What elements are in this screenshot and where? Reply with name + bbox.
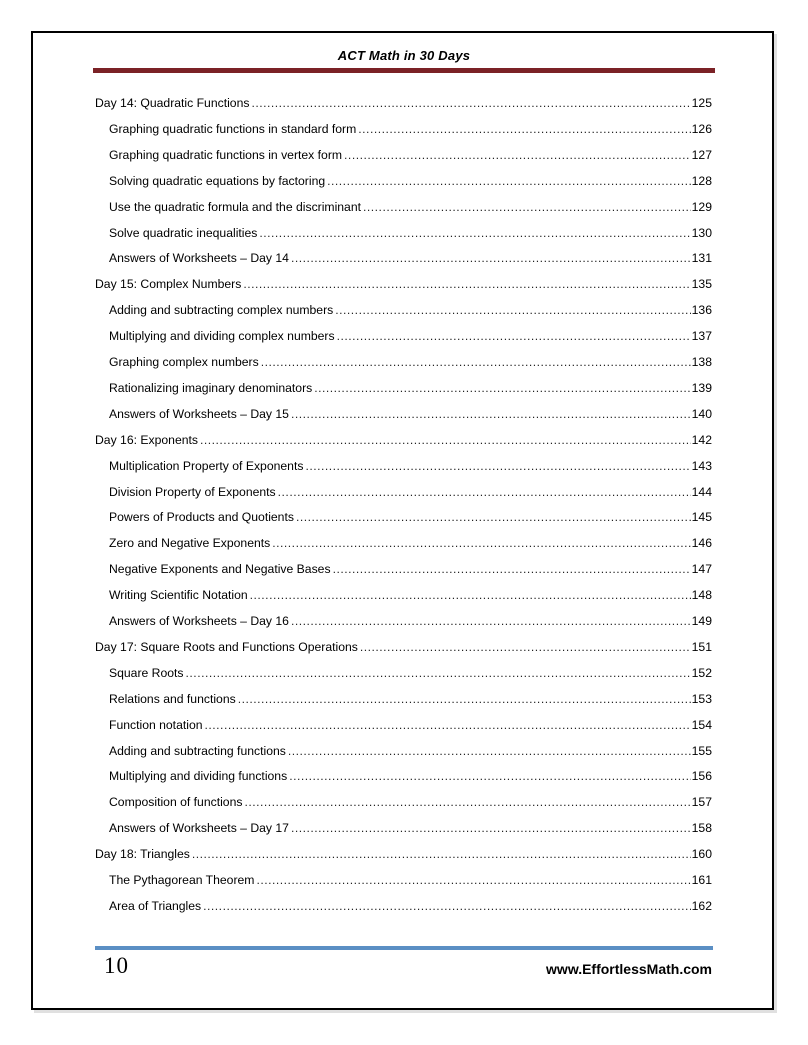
toc-entry-title: Answers of Worksheets – Day 17 — [109, 821, 289, 836]
toc-entry-title: Area of Triangles — [109, 898, 202, 913]
toc-entry-title: Function notation — [109, 717, 203, 732]
toc-entry-title: Writing Scientific Notation — [109, 588, 248, 603]
toc-chapter-entry[interactable] — [95, 271, 712, 291]
toc-entry-title: Use the quadratic formula and the discriminant — [109, 199, 362, 214]
dot-leader — [186, 666, 691, 680]
toc-entry-title: Multiplying and dividing functions — [109, 769, 288, 784]
toc-entry-title: Adding and subtracting functions — [109, 743, 286, 758]
dot-leader — [305, 459, 690, 473]
toc-entry-page-number: 156 — [691, 769, 712, 784]
toc-entry-page-number: 127 — [691, 147, 712, 162]
toc-entry-page-number: 147 — [691, 562, 712, 577]
toc-section-entry[interactable] — [109, 712, 712, 732]
page-number: 10 — [104, 953, 129, 978]
toc-entry-page-number: 157 — [691, 795, 712, 810]
dot-leader — [291, 251, 691, 265]
toc-section-entry[interactable] — [109, 582, 712, 602]
toc-section-entry[interactable] — [109, 660, 712, 680]
toc-section-entry[interactable] — [109, 401, 712, 421]
dot-leader — [288, 744, 691, 758]
dot-leader — [291, 407, 691, 421]
toc-entry-page-number: 154 — [691, 717, 712, 732]
toc-entry-page-number: 130 — [691, 225, 712, 240]
toc-entry-title: Day 18: Triangles — [95, 847, 190, 862]
toc-entry-page-number: 125 — [691, 96, 712, 110]
toc-entry-page-number: 145 — [691, 510, 712, 525]
toc-entry-title: Rationalizing imaginary denominators — [109, 380, 313, 395]
toc-entry-page-number: 131 — [691, 251, 712, 266]
dot-leader — [192, 847, 691, 861]
toc-entry-page-number: 142 — [691, 432, 712, 447]
toc-entry-page-number: 135 — [691, 277, 712, 292]
toc-entry-page-number: 158 — [691, 821, 712, 836]
toc-entry-title: Division Property of Exponents — [109, 484, 276, 499]
toc-section-entry[interactable] — [109, 349, 712, 369]
toc-entry-page-number: 144 — [691, 484, 712, 499]
dot-leader — [259, 226, 690, 240]
toc-section-entry[interactable] — [109, 686, 712, 706]
toc-entry-title: Relations and functions — [109, 691, 236, 706]
dot-leader — [327, 174, 691, 188]
toc-entry-page-number: 151 — [691, 639, 712, 654]
dot-leader — [251, 96, 690, 110]
toc-entry-title: Day 17: Square Roots and Functions Operations — [95, 639, 358, 654]
toc-entry-page-number: 138 — [691, 355, 712, 369]
dot-leader — [272, 536, 690, 550]
toc-entry-title: Zero and Negative Exponents — [109, 536, 271, 551]
toc-chapter-entry[interactable] — [95, 427, 712, 447]
toc-entry-page-number: 153 — [691, 691, 712, 706]
toc-entry-page-number: 128 — [691, 173, 712, 188]
toc-entry-title: Powers of Products and Quotients — [109, 510, 294, 525]
toc-entry-title: Answers of Worksheets – Day 16 — [109, 614, 289, 628]
dot-leader — [289, 769, 690, 783]
toc-entry-page-number: 129 — [691, 199, 712, 214]
toc-chapter-entry[interactable] — [95, 634, 712, 654]
dot-leader — [244, 795, 690, 809]
toc-entry-title: Negative Exponents and Negative Bases — [109, 562, 331, 577]
toc-section-entry[interactable] — [109, 530, 712, 550]
toc-entry-title: Graphing complex numbers — [109, 355, 259, 369]
toc-section-entry[interactable] — [109, 453, 712, 473]
toc-entry-title: Multiplying and dividing complex numbers — [109, 329, 335, 344]
toc-entry-title: Solve quadratic inequalities — [109, 225, 258, 240]
toc-entry-title: Answers of Worksheets – Day 14 — [109, 251, 289, 266]
toc-entry-title: Answers of Worksheets – Day 15 — [109, 406, 289, 421]
dot-leader — [296, 510, 691, 524]
dot-leader — [238, 692, 691, 706]
toc-section-entry[interactable] — [109, 245, 712, 265]
dot-leader — [203, 899, 691, 913]
dot-leader — [200, 433, 691, 447]
dot-leader — [243, 277, 690, 291]
toc-entry-title: Day 16: Exponents — [95, 432, 198, 447]
toc-section-entry[interactable] — [109, 142, 712, 162]
toc-entry-page-number: 162 — [691, 898, 712, 913]
toc-entry-page-number: 160 — [691, 847, 712, 862]
toc-entry-page-number: 136 — [691, 303, 712, 318]
toc-entry-page-number: 140 — [691, 406, 712, 421]
toc-entry-page-number: 146 — [691, 536, 712, 551]
toc-entry-page-number: 155 — [691, 743, 712, 758]
toc-entry-page-number: 148 — [691, 588, 712, 603]
toc-entry-title: Square Roots — [109, 665, 184, 680]
toc-entry-title: Graphing quadratic functions in vertex form — [109, 147, 343, 162]
toc-section-entry[interactable] — [109, 815, 712, 835]
dot-leader — [291, 821, 691, 835]
header-rule — [93, 68, 715, 73]
dot-leader — [363, 200, 691, 214]
toc-entry-title: Composition of functions — [109, 795, 243, 810]
toc-section-entry[interactable] — [109, 220, 712, 240]
toc-entry-title: Day 15: Complex Numbers — [95, 277, 242, 292]
toc-entry-page-number: 161 — [691, 873, 712, 887]
toc-section-entry[interactable] — [109, 504, 712, 524]
dot-leader — [360, 640, 691, 654]
running-header-title: ACT Math in 30 Days — [337, 48, 471, 63]
dot-leader — [205, 718, 691, 732]
dot-leader — [291, 614, 691, 628]
toc-entry-title: Solving quadratic equations by factoring — [109, 173, 326, 188]
toc-entry-title: Day 14: Quadratic Functions — [95, 96, 250, 110]
toc-section-entry[interactable] — [109, 763, 712, 783]
toc-section-entry[interactable] — [109, 168, 712, 188]
toc-entry-page-number: 152 — [691, 665, 712, 680]
dot-leader — [335, 303, 690, 317]
dot-leader — [250, 588, 691, 602]
dot-leader — [256, 873, 690, 887]
toc-entry-title: Adding and subtracting complex numbers — [109, 303, 334, 318]
toc-section-entry[interactable] — [109, 608, 712, 628]
toc-entry-page-number: 149 — [691, 614, 712, 628]
toc-section-entry[interactable] — [109, 556, 712, 576]
toc-section-entry[interactable] — [109, 375, 712, 395]
toc-entry-title: The Pythagorean Theorem — [109, 873, 255, 887]
dot-leader — [358, 122, 690, 136]
toc-entry-page-number: 143 — [691, 458, 712, 473]
dot-leader — [337, 329, 691, 343]
toc-section-entry[interactable] — [109, 323, 712, 343]
dot-leader — [314, 381, 690, 395]
toc-entry-page-number: 139 — [691, 380, 712, 395]
toc-section-entry[interactable] — [109, 479, 712, 499]
dot-leader — [261, 355, 691, 369]
dot-leader — [278, 485, 691, 499]
dot-leader — [333, 562, 691, 576]
toc-section-entry[interactable] — [109, 194, 712, 214]
toc-section-entry[interactable] — [109, 867, 712, 887]
footer-rule — [95, 946, 713, 950]
toc-section-entry[interactable] — [109, 789, 712, 809]
dot-leader — [344, 148, 691, 162]
toc-entry-page-number: 137 — [691, 329, 712, 344]
website-url[interactable]: www.EffortlessMath.com — [546, 961, 712, 977]
toc-entry-page-number: 126 — [691, 121, 712, 136]
toc-section-entry[interactable] — [109, 297, 712, 317]
toc-entry-title: Graphing quadratic functions in standard form — [109, 121, 357, 136]
toc-chapter-entry[interactable] — [95, 841, 712, 861]
toc-section-entry[interactable] — [109, 116, 712, 136]
toc-chapter-entry[interactable] — [95, 90, 712, 110]
toc-section-entry[interactable] — [109, 893, 712, 913]
toc-section-entry[interactable] — [109, 738, 712, 758]
toc-entry-title: Multiplication Property of Exponents — [109, 458, 304, 473]
